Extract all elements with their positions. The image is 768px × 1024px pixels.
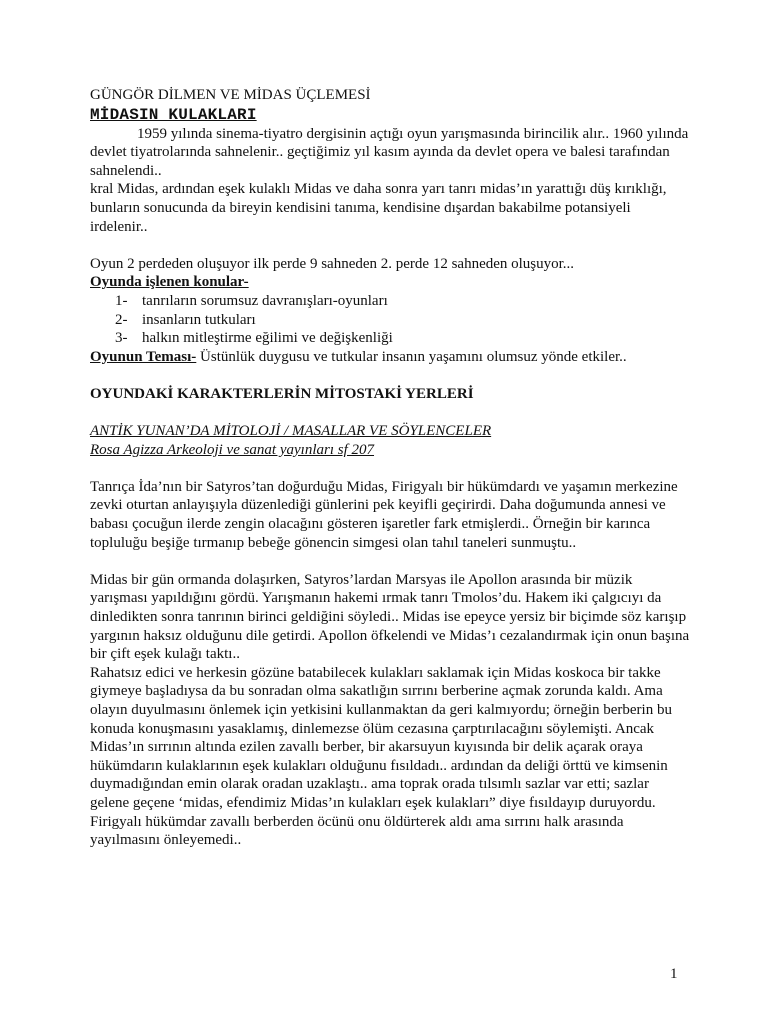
theme-label: Oyunun Teması- — [90, 348, 197, 365]
source-publisher: Rosa Agizza Arkeoloji ve sanat yayınları sf 207 — [90, 441, 375, 458]
theme-paragraph — [90, 348, 690, 367]
summary-paragraph: kral Midas, ardından eşek kulaklı Midas ve daha sonra yarı tanrı midas’ın yarattığı düş kırıklığı, bunların sonucunda da bireyin kendisini tanıma, kendisine dışardan bakabilme potansiyeli irdelenir.. — [90, 181, 667, 235]
section-heading-karakterler: OYUNDAKİ KARAKTERLERİN MİTOSTAKİ YERLERİ — [90, 385, 474, 402]
topics-list — [90, 292, 690, 348]
list-item — [90, 292, 690, 311]
list-item-text: halkın mitleştirme eğilimi ve değişkenliği — [142, 330, 393, 347]
structure-line: Oyun 2 perdeden oluşuyor ilk perde 9 sahneden 2. perde 12 sahneden oluşuyor... — [90, 255, 575, 272]
list-number: 1- — [115, 292, 128, 309]
topics-heading: Oyunda işlenen konular- — [90, 274, 249, 291]
source-title: ANTİK YUNAN’DA MİTOLOJİ / MASALLAR VE SÖYLENCELER — [90, 423, 492, 440]
body-paragraph-barber: Rahatsız edici ve herkesin gözüne batabilecek kulakları saklamak için Midas koskoca bir takke giymeye başladıysa da bu sonradan olma sakatlığın sırrını berberine açmak zorunda kaldı. Ama olayın duyulmasını önlemek için yetkisini kullanmaktan da geri kalmıyordu; örneğin berberin bu konuda konuşmasını yasaklamış, dinlemezse ölüm cezasına çarptırılacağını söylemişti. Ancak Midas’ın sırrının altında ezilen zavallı berber, bir akarsuyun kıyısında bir delik açarak oraya hükümdarın kulaklarının eşek kulakları olduğunu fısıldadı.. ardından da deliği örttü ve kimsenin duymadığından emin olarak oradan uzaklaştı.. ama toprak orada tılsımlı sazlar var etti; sazlar gelene geçene ‘midas, efendimiz Midas’ın kulakları eşek kulakları” diye fısıldayıp duruyordu. Firigyalı hükümdar zavallı berberden öcünü onu öldürterek aldı ama sırrını halk arasında yayılmasını önleyemedi.. — [90, 664, 672, 849]
page-content — [90, 86, 690, 850]
section-heading-midasin-kulaklari: MİDASIN KULAKLARI — [90, 105, 257, 124]
intro-paragraph: 1959 yılında sinema-tiyatro dergisinin açtığı oyun yarışmasında birincilik alır.. 1960 yılında devlet tiyatrolarında sahnelenir.. geçtiğimiz yıl kasım ayında da devlet opera ve balesi tarafından sahnelendi.. — [90, 125, 689, 179]
list-number: 3- — [115, 330, 128, 347]
list-number: 2- — [115, 311, 128, 328]
page-number: 1 — [670, 966, 678, 982]
list-item-text: insanların tutkuları — [142, 311, 256, 328]
list-item — [90, 311, 690, 330]
list-item — [90, 329, 690, 348]
document-title: GÜNGÖR DİLMEN VE MİDAS ÜÇLEMESİ — [90, 87, 371, 103]
body-paragraph-contest: Midas bir gün ormanda dolaşırken, Satyros’lardan Marsyas ile Apollon arasında bir müzik yarışması yapıldığını gördü. Yarışmanın hakemi ırmak tanrı Tmolos’du. Hakem iki çalgıcıyı da dinledikten sonra tanrının birinci geldiğini söyledi.. Midas ise epeyce yersiz bir biçimde söz karışıp yargının haksız olduğunu dile getirdi. Apollon öfkelendi ve Midas’ı cezalandırmak için onun başına bir çift eşek kulağı taktı.. — [90, 571, 690, 663]
list-item-text: tanrıların sorumsuz davranışları-oyunları — [142, 292, 388, 309]
theme-text: Üstünlük duygusu ve tutkular insanın yaşamını olumsuz yönde etkiler.. — [196, 348, 627, 365]
body-paragraph-birth: Tanrıça İda’nın bir Satyros’tan doğurduğu Midas, Firigyalı bir hükümdardı ve yaşamın merkezine zevki oturtan anlayışıyla düzenlediği günlerini pek keyifli geçirirdi. Daha doğumunda annesi ve babası çocuğun ilerde zengin olacağını gösteren işaretler fark etmişlerdi.. Örneğin bir karınca topluluğu beşiğe tırmanıp bebeğe gönencin simgesi olan tahıl taneleri sunmuştu.. — [90, 478, 678, 551]
